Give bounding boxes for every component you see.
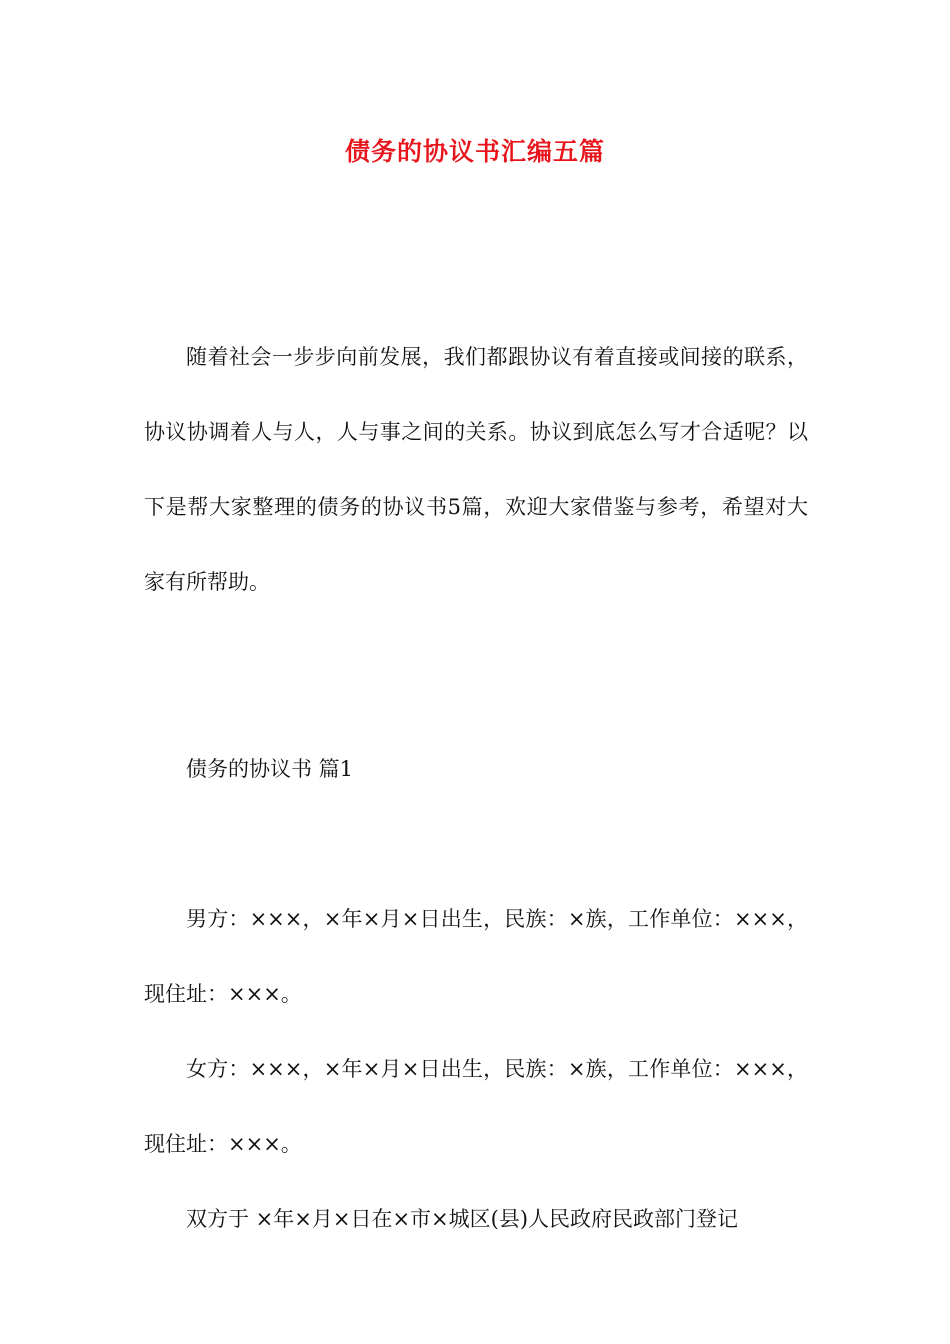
document-title: 债务的协议书汇编五篇 <box>344 137 605 166</box>
intro-paragraph: 随着社会一步步向前发展，我们都跟协议有着直接或间接的联系，协议协调着人与人，人与事之间的关系。协议到底怎么写才合适呢？以下是帮大家整理的债务的协议书5篇，欢迎大家借鉴与参考，希望对大家有所帮助。 <box>144 345 808 594</box>
document-body <box>144 320 808 1257</box>
paragraph-female-party: 女方：×××，×年×月×日出生，民族：×族，工作单位：×××，现住址：×××。 <box>144 1057 808 1156</box>
paragraph-male-party: 男方：×××，×年×月×日出生，民族：×族，工作单位：×××，现住址：×××。 <box>144 907 808 1006</box>
paragraph-registration: 双方于 ×年×月×日在×市×城区(县)人民政府民政部门登记 <box>186 1207 739 1231</box>
section-heading: 债务的协议书 篇1 <box>186 757 354 781</box>
